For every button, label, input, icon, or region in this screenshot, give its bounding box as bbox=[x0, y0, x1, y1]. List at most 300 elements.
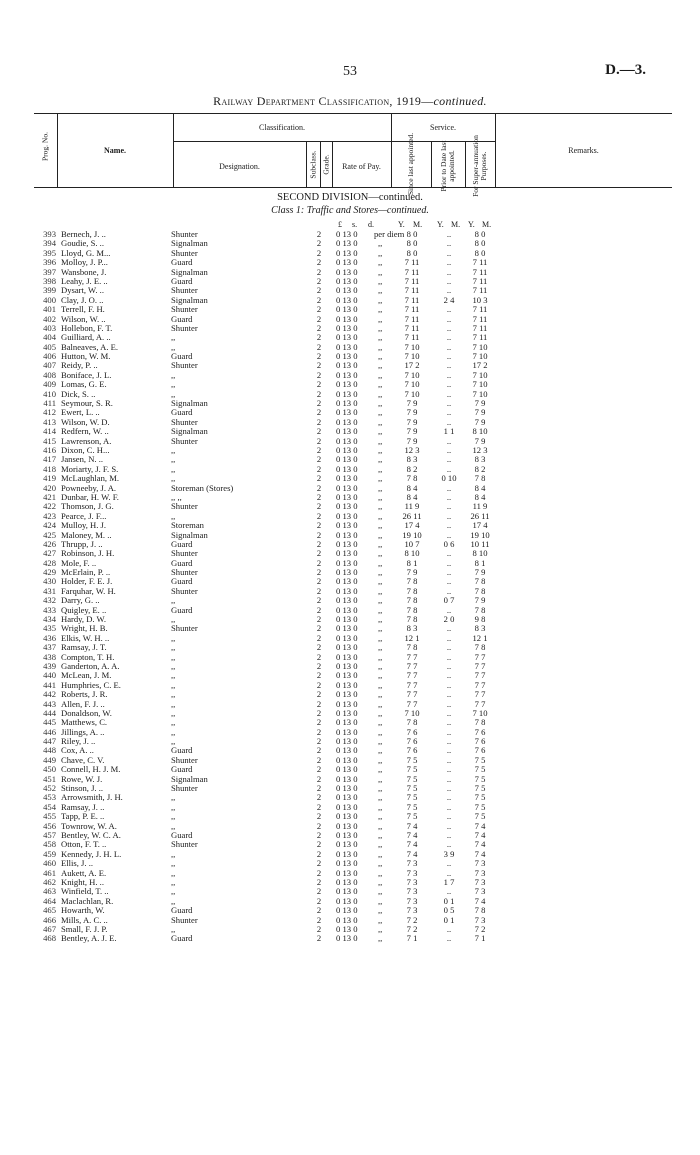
service-prior: .. bbox=[446, 632, 452, 643]
prog-no: 465 bbox=[43, 905, 56, 916]
service-superannuation: 11 9 bbox=[472, 501, 488, 512]
employee-name: Dysart, W. .. bbox=[61, 286, 104, 296]
designation: Guard bbox=[171, 765, 193, 775]
employee-name: Dixon, C. H... bbox=[61, 445, 110, 455]
header-since-last: Since last appointed. bbox=[406, 132, 415, 196]
subclass: 2 bbox=[316, 548, 322, 559]
service-superannuation: 7 4 bbox=[474, 839, 486, 850]
service-superannuation: 10 3 bbox=[472, 294, 488, 305]
prog-no: 399 bbox=[43, 285, 56, 296]
service-superannuation: 7 5 bbox=[474, 773, 486, 784]
subclass: 2 bbox=[316, 717, 322, 728]
pay-period: ,, bbox=[378, 257, 383, 268]
subclass: 2 bbox=[316, 266, 322, 277]
service-superannuation: 7 3 bbox=[474, 876, 486, 887]
rate-of-pay: 0 13 0 bbox=[336, 595, 358, 606]
service-prior: .. bbox=[446, 266, 452, 277]
prog-no: 426 bbox=[43, 538, 56, 549]
rate-of-pay: 0 13 0 bbox=[336, 783, 358, 794]
subclass: 2 bbox=[316, 820, 322, 831]
employee-name: Seymour, S. R. bbox=[61, 399, 113, 409]
pay-period: ,, bbox=[378, 557, 383, 568]
prog-no: 439 bbox=[43, 660, 56, 671]
employee-name: Redfern, W. .. bbox=[61, 427, 109, 437]
service-superannuation: 7 11 bbox=[472, 285, 488, 296]
employee-name: Guilliard, A. .. bbox=[61, 333, 111, 343]
employee-name: Robinson, J. H. bbox=[61, 549, 115, 559]
subclass: 2 bbox=[316, 689, 322, 700]
service-prior: .. bbox=[446, 482, 452, 493]
rate-of-pay: 0 13 0 bbox=[336, 679, 358, 690]
employee-name: Maloney, M. .. bbox=[61, 530, 112, 540]
prog-no: 458 bbox=[43, 839, 56, 850]
pay-period: ,, bbox=[378, 839, 383, 850]
employee-name: Winfield, T. .. bbox=[61, 887, 109, 897]
service-superannuation: 7 4 bbox=[474, 820, 486, 831]
designation: Shunter bbox=[171, 361, 198, 371]
service-prior: .. bbox=[446, 548, 452, 559]
service-prior: .. bbox=[446, 332, 452, 343]
prog-no: 449 bbox=[43, 754, 56, 765]
pay-period: ,, bbox=[378, 923, 383, 934]
service-prior: .. bbox=[446, 792, 452, 803]
service-prior: .. bbox=[446, 285, 452, 296]
service-prior: .. bbox=[446, 707, 452, 718]
table-body bbox=[0, 230, 700, 944]
employee-name: Mulloy, H. J. bbox=[61, 521, 107, 531]
service-superannuation: 17 4 bbox=[472, 520, 488, 531]
service-superannuation: 7 11 bbox=[472, 266, 488, 277]
employee-name: Wilson, W. D. bbox=[61, 417, 110, 427]
subclass: 2 bbox=[316, 407, 322, 418]
prog-no: 461 bbox=[43, 867, 56, 878]
service-since-last: 19 10 bbox=[402, 529, 422, 540]
pay-period: ,, bbox=[378, 830, 383, 840]
table-header bbox=[34, 113, 672, 197]
service-superannuation: 7 7 bbox=[474, 679, 486, 690]
designation: ,, bbox=[171, 661, 176, 671]
prog-no: 401 bbox=[43, 304, 56, 315]
subclass: 2 bbox=[316, 614, 322, 625]
rate-of-pay: 0 13 0 bbox=[336, 726, 358, 737]
subclass: 2 bbox=[316, 294, 322, 305]
header-service: Service. bbox=[430, 123, 456, 132]
service-since-last: 10 7 bbox=[404, 538, 420, 549]
employee-name: Lloyd, G. M... bbox=[61, 248, 111, 258]
designation: Shunter bbox=[171, 230, 198, 239]
pay-period: ,, bbox=[378, 604, 383, 615]
pay-period: ,, bbox=[378, 454, 383, 465]
service-since-last: 7 5 bbox=[406, 764, 418, 775]
prog-no: 415 bbox=[43, 435, 56, 446]
prog-no: 420 bbox=[43, 482, 56, 493]
employee-name: Small, F. J. P. bbox=[61, 924, 108, 934]
subclass: 2 bbox=[316, 745, 322, 756]
subclass: 2 bbox=[316, 285, 322, 296]
service-superannuation: 7 9 bbox=[474, 567, 486, 578]
subclass: 2 bbox=[316, 529, 322, 540]
pay-period: ,, bbox=[378, 914, 383, 925]
pay-period: ,, bbox=[378, 707, 383, 718]
pay-period: ,, bbox=[378, 369, 383, 380]
designation: Guard bbox=[171, 314, 193, 324]
service-prior: 1 1 bbox=[443, 426, 455, 437]
service-prior: .. bbox=[446, 444, 452, 455]
service-superannuation: 7 8 bbox=[474, 576, 486, 587]
prog-no: 459 bbox=[43, 848, 56, 859]
service-prior: .. bbox=[446, 773, 452, 784]
service-prior: .. bbox=[446, 463, 452, 474]
designation: Guard bbox=[171, 906, 193, 916]
pay-period: ,, bbox=[378, 642, 383, 653]
service-superannuation: 9 8 bbox=[474, 614, 486, 625]
subclass: 2 bbox=[316, 238, 322, 249]
rate-of-pay: 0 13 0 bbox=[336, 388, 358, 399]
designation: ,, bbox=[171, 474, 176, 484]
subclass: 2 bbox=[316, 275, 322, 286]
rate-of-pay: 0 13 0 bbox=[336, 482, 358, 493]
rate-of-pay: 0 13 0 bbox=[336, 510, 358, 521]
pay-period: ,, bbox=[378, 623, 383, 634]
prog-no: 423 bbox=[43, 510, 56, 521]
service-superannuation: 12 3 bbox=[472, 444, 488, 455]
service-superannuation: 7 11 bbox=[472, 313, 488, 324]
rate-of-pay: 0 13 0 bbox=[336, 294, 358, 305]
rate-of-pay: 0 13 0 bbox=[336, 360, 358, 371]
employee-name: Tapp, P. E. .. bbox=[61, 812, 105, 822]
service-since-last: 7 9 bbox=[406, 435, 418, 446]
rate-of-pay: 0 13 0 bbox=[336, 501, 358, 512]
employee-name: Boniface, J. L. bbox=[61, 370, 112, 380]
prog-no: 408 bbox=[43, 369, 56, 380]
service-superannuation: 7 6 bbox=[474, 745, 486, 756]
employee-name: Bentley, W. C. A. bbox=[61, 831, 121, 840]
designation: Guard bbox=[171, 746, 193, 756]
pay-period: ,, bbox=[378, 614, 383, 625]
subclass: 2 bbox=[316, 764, 322, 775]
pay-period: ,, bbox=[378, 933, 383, 944]
service-superannuation: 8 2 bbox=[474, 463, 486, 474]
pay-period: ,, bbox=[378, 520, 383, 531]
subclass: 2 bbox=[316, 229, 322, 239]
rate-of-pay: 0 13 0 bbox=[336, 538, 358, 549]
rate-of-pay: 0 13 0 bbox=[336, 435, 358, 446]
service-superannuation: 8 4 bbox=[474, 491, 486, 502]
prog-no: 456 bbox=[43, 820, 56, 831]
pay-period: ,, bbox=[378, 848, 383, 859]
service-prior: .. bbox=[446, 341, 452, 352]
prog-no: 444 bbox=[43, 707, 56, 718]
service-since-last: 7 6 bbox=[406, 726, 418, 737]
designation: ,, bbox=[171, 511, 176, 521]
title-continued: continued. bbox=[433, 94, 487, 108]
designation: ,, bbox=[171, 849, 176, 859]
prog-no: 447 bbox=[43, 736, 56, 747]
subclass: 2 bbox=[316, 801, 322, 812]
employee-name: Connell, H. J. M. bbox=[61, 765, 121, 775]
service-since-last: 7 8 bbox=[406, 595, 418, 606]
pay-period: ,, bbox=[378, 313, 383, 324]
service-since-last: 7 9 bbox=[406, 416, 418, 427]
header-prog-no: Prog. No. bbox=[40, 132, 50, 161]
service-superannuation: 8 0 bbox=[474, 238, 486, 249]
designation: ,, bbox=[171, 690, 176, 700]
employee-name: Elkis, W. H. .. bbox=[61, 633, 110, 643]
employee-name: Arrowsmith, J. H. bbox=[61, 793, 123, 803]
header-for-super: For Super-annuation Purposes. bbox=[471, 135, 488, 197]
prog-no: 430 bbox=[43, 576, 56, 587]
prog-no: 403 bbox=[43, 322, 56, 333]
subclass: 2 bbox=[316, 895, 322, 906]
pay-period: ,, bbox=[378, 482, 383, 493]
employee-name: Mills, A. C. .. bbox=[61, 915, 108, 925]
rate-of-pay: 0 13 0 bbox=[336, 332, 358, 343]
service-superannuation: 7 5 bbox=[474, 783, 486, 794]
rate-of-pay: 0 13 0 bbox=[336, 773, 358, 784]
designation: Signalman bbox=[171, 267, 208, 277]
service-superannuation: 7 8 bbox=[474, 717, 486, 728]
service-since-last: 7 8 bbox=[406, 576, 418, 587]
prog-no: 396 bbox=[43, 257, 56, 268]
service-superannuation: 7 2 bbox=[474, 923, 486, 934]
designation: Shunter bbox=[171, 286, 198, 296]
pay-period: ,, bbox=[378, 510, 383, 521]
service-since-last: 7 7 bbox=[406, 651, 418, 662]
service-since-last: 12 3 bbox=[404, 444, 420, 455]
employee-name: Roberts, J. R. bbox=[61, 690, 108, 700]
service-prior: 0 1 bbox=[443, 914, 455, 925]
service-superannuation: 12 1 bbox=[472, 632, 488, 643]
service-prior: .. bbox=[446, 604, 452, 615]
designation: Shunter bbox=[171, 417, 198, 427]
service-superannuation: 7 9 bbox=[474, 435, 486, 446]
designation: Shunter bbox=[171, 323, 198, 333]
rate-of-pay: 0 13 0 bbox=[336, 604, 358, 615]
service-superannuation: 7 5 bbox=[474, 811, 486, 822]
header-rate-of-pay: Rate of Pay. bbox=[342, 162, 381, 171]
prog-no: 424 bbox=[43, 520, 56, 531]
employee-name: Maclachlan, R. bbox=[61, 896, 114, 906]
service-prior: .. bbox=[446, 858, 452, 869]
pay-period: ,, bbox=[378, 783, 383, 794]
designation: Shunter bbox=[171, 784, 198, 794]
rate-of-pay: 0 13 0 bbox=[336, 398, 358, 409]
pay-period: ,, bbox=[378, 332, 383, 343]
service-prior: .. bbox=[446, 623, 452, 634]
rate-of-pay: 0 13 0 bbox=[336, 933, 358, 944]
subclass: 2 bbox=[316, 454, 322, 465]
employee-name: Ramsay, J. .. bbox=[61, 802, 105, 812]
service-since-last: 7 11 bbox=[404, 275, 420, 286]
designation: ,, bbox=[171, 445, 176, 455]
rate-of-pay: 0 13 0 bbox=[336, 351, 358, 362]
service-prior: .. bbox=[446, 491, 452, 502]
service-prior: 3 9 bbox=[443, 848, 455, 859]
employee-name: Allen, F. J. .. bbox=[61, 699, 105, 709]
subclass: 2 bbox=[316, 426, 322, 437]
service-since-last: 7 3 bbox=[406, 895, 418, 906]
prog-no: 441 bbox=[43, 679, 56, 690]
prog-no: 454 bbox=[43, 801, 56, 812]
prog-no: 405 bbox=[43, 341, 56, 352]
pay-period: ,, bbox=[378, 660, 383, 671]
service-prior: .. bbox=[446, 745, 452, 756]
service-since-last: 7 10 bbox=[404, 707, 420, 718]
service-since-last: 8 3 bbox=[406, 623, 418, 634]
service-prior: .. bbox=[446, 736, 452, 747]
service-since-last: 7 5 bbox=[406, 801, 418, 812]
service-since-last: 7 11 bbox=[404, 322, 420, 333]
pay-period: ,, bbox=[378, 905, 383, 916]
prog-no: 464 bbox=[43, 895, 56, 906]
rate-of-pay: 0 13 0 bbox=[336, 491, 358, 502]
designation: Guard bbox=[171, 934, 193, 944]
service-prior: .. bbox=[446, 510, 452, 521]
service-since-last: 7 11 bbox=[404, 313, 420, 324]
service-superannuation: 7 7 bbox=[474, 689, 486, 700]
service-since-last: 11 9 bbox=[404, 501, 420, 512]
service-since-last: 7 8 bbox=[406, 585, 418, 596]
prog-no: 450 bbox=[43, 764, 56, 775]
page-number: 53 bbox=[343, 64, 357, 79]
subclass: 2 bbox=[316, 379, 322, 390]
subclass: 2 bbox=[316, 839, 322, 850]
subclass: 2 bbox=[316, 388, 322, 399]
service-since-last: 7 11 bbox=[404, 294, 420, 305]
rate-of-pay: 0 13 0 bbox=[336, 886, 358, 897]
rate-of-pay: 0 13 0 bbox=[336, 614, 358, 625]
service-since-last: 7 4 bbox=[406, 830, 418, 840]
service-since-last: 7 9 bbox=[406, 398, 418, 409]
rate-of-pay: 0 13 0 bbox=[336, 257, 358, 268]
designation: Shunter bbox=[171, 915, 198, 925]
pay-period: ,, bbox=[378, 867, 383, 878]
service-since-last: 7 3 bbox=[406, 905, 418, 916]
designation: Signalman bbox=[171, 295, 208, 305]
service-superannuation: 7 4 bbox=[474, 830, 486, 840]
rate-of-pay: 0 13 0 bbox=[336, 689, 358, 700]
rate-of-pay: 0 13 0 bbox=[336, 632, 358, 643]
unit-years-2: Y. bbox=[437, 220, 444, 229]
prog-no: 435 bbox=[43, 623, 56, 634]
service-since-last: 7 11 bbox=[404, 257, 420, 268]
designation: ,, bbox=[171, 887, 176, 897]
subclass: 2 bbox=[316, 736, 322, 747]
prog-no: 394 bbox=[43, 238, 56, 249]
designation: ,, bbox=[171, 389, 176, 399]
prog-no: 411 bbox=[43, 398, 56, 409]
prog-no: 398 bbox=[43, 275, 56, 286]
rate-of-pay: 0 13 0 bbox=[336, 858, 358, 869]
service-since-last: 7 6 bbox=[406, 736, 418, 747]
service-prior: 0 5 bbox=[443, 905, 455, 916]
employee-name: Stinson, J. .. bbox=[61, 784, 104, 794]
service-prior: .. bbox=[446, 435, 452, 446]
rate-of-pay: 0 13 0 bbox=[336, 285, 358, 296]
designation: ,, bbox=[171, 896, 176, 906]
service-since-last: 7 2 bbox=[406, 914, 418, 925]
service-prior: .. bbox=[446, 379, 452, 390]
prog-no: 406 bbox=[43, 351, 56, 362]
designation: Shunter bbox=[171, 502, 198, 512]
designation: ,, bbox=[171, 859, 176, 869]
service-since-last: 7 10 bbox=[404, 388, 420, 399]
prog-no: 412 bbox=[43, 407, 56, 418]
service-prior: .. bbox=[446, 529, 452, 540]
service-superannuation: 7 1 bbox=[474, 933, 486, 944]
service-superannuation: 8 4 bbox=[474, 482, 486, 493]
pay-period: ,, bbox=[378, 266, 383, 277]
prog-no: 448 bbox=[43, 745, 56, 756]
employee-name: Thomson, J. G. bbox=[61, 502, 114, 512]
prog-no: 442 bbox=[43, 689, 56, 700]
pay-period: ,, bbox=[378, 538, 383, 549]
service-prior: .. bbox=[446, 651, 452, 662]
designation: ,, bbox=[171, 596, 176, 606]
prog-no: 431 bbox=[43, 585, 56, 596]
designation: ,, bbox=[171, 652, 176, 662]
pay-period: ,, bbox=[378, 435, 383, 446]
service-since-last: 8 4 bbox=[406, 482, 418, 493]
pay-period: ,, bbox=[378, 501, 383, 512]
service-prior: .. bbox=[446, 642, 452, 653]
employee-name: Townrow, W. A. bbox=[61, 821, 117, 831]
employee-name: McLaughlan, M. bbox=[61, 474, 119, 484]
subclass: 2 bbox=[316, 923, 322, 934]
prog-no: 438 bbox=[43, 651, 56, 662]
pay-period: ,, bbox=[378, 698, 383, 709]
employee-name: Howarth, W. bbox=[61, 906, 105, 916]
rate-of-pay: 0 13 0 bbox=[336, 322, 358, 333]
pay-period: ,, bbox=[378, 407, 383, 418]
service-superannuation: 7 10 bbox=[472, 341, 488, 352]
employee-name: Knight, H. .. bbox=[61, 877, 104, 887]
service-prior: .. bbox=[446, 830, 452, 840]
service-since-last: 7 9 bbox=[406, 407, 418, 418]
pay-period: ,, bbox=[378, 801, 383, 812]
subclass: 2 bbox=[316, 585, 322, 596]
service-superannuation: 7 7 bbox=[474, 670, 486, 681]
subclass: 2 bbox=[316, 341, 322, 352]
service-prior: .. bbox=[446, 933, 452, 944]
subclass: 2 bbox=[316, 679, 322, 690]
subclass: 2 bbox=[316, 726, 322, 737]
rate-of-pay: 0 13 0 bbox=[336, 557, 358, 568]
designation: ,, bbox=[171, 633, 176, 643]
rate-of-pay: 0 13 0 bbox=[336, 867, 358, 878]
service-since-last: 7 5 bbox=[406, 792, 418, 803]
prog-no: 457 bbox=[43, 830, 56, 840]
designation: ,, bbox=[171, 868, 176, 878]
service-prior: .. bbox=[446, 238, 452, 249]
service-since-last: 7 7 bbox=[406, 670, 418, 681]
table-row bbox=[0, 934, 700, 943]
designation: ,, bbox=[171, 643, 176, 653]
service-superannuation: 7 8 bbox=[474, 905, 486, 916]
designation: ,, bbox=[171, 380, 176, 390]
prog-no: 410 bbox=[43, 388, 56, 399]
subclass: 2 bbox=[316, 435, 322, 446]
service-prior: .. bbox=[446, 257, 452, 268]
rate-of-pay: 0 13 0 bbox=[336, 830, 358, 840]
service-prior: .. bbox=[446, 585, 452, 596]
pay-period: ,, bbox=[378, 426, 383, 437]
designation: Shunter bbox=[171, 568, 198, 578]
designation: ,, bbox=[171, 333, 176, 343]
service-prior: .. bbox=[446, 369, 452, 380]
prog-no: 425 bbox=[43, 529, 56, 540]
pay-period: ,, bbox=[378, 576, 383, 587]
